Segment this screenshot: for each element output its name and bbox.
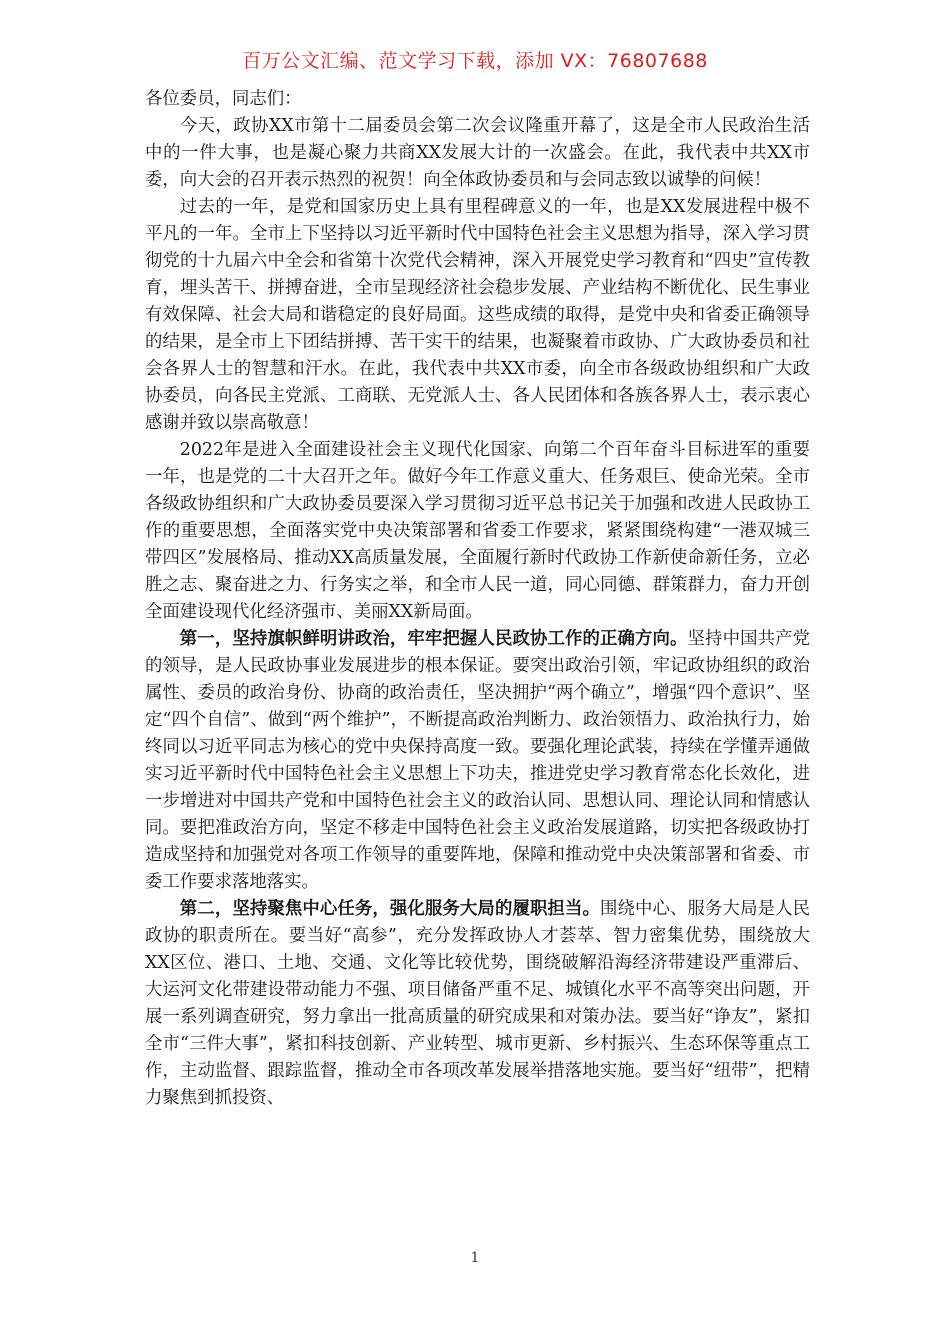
paragraph-review	[145, 194, 810, 437]
paragraph-2022	[145, 437, 810, 626]
salutation: 各位委员，同志们：	[145, 89, 302, 109]
paragraph-second	[145, 896, 810, 1112]
paragraph-text: 过去的一年，是党和国家历史上具有里程碑意义的一年，也是XX发展进程中极不平凡的一年。全市上下坚持以习近平新时代中国特色社会主义思想为指导，深入学习贯彻党的十九届六中全会和省第十次党代会精神，深入开展党史学习教育和“四史”宣传教育，埋头苦干、拼搏奋进，全市呈现经济社会稳步发展、产业结构不断优化、民生事业有效保障、社会大局和谐稳定的良好局面。这些成绩的取得，是党中央和省委正确领导的结果，是全市上下团结拼搏、苦干实干的结果，也凝聚着市政协、广大政协委员和社会各界人士的智慧和汗水。在此，我代表中共XX市委，向全市各级政协组织和广大政协委员，向各民主党派、工商联、无党派人士、各人民团体和各族各界人士，表示衷心感谢并致以崇高敬意！	[145, 197, 810, 433]
paragraph-lead: 第二，坚持聚焦中心任务，强化服务大局的履职担当。	[179, 899, 600, 919]
document-body	[145, 86, 810, 1112]
paragraph-first	[145, 626, 810, 896]
paragraph-text: 围绕中心、服务大局是人民政协的职责所在。要当好“高参”，充分发挥政协人才荟萃、智力密集优势，围绕放大XX区位、港口、土地、交通、文化等比较优势，围绕破解沿海经济带建设严重滞后、大运河文化带建设带动能力不强、项目储备严重不足、城镇化水平不高等突出问题，开展一系列调查研究，努力拿出一批高质量的研究成果和对策办法。要当好“诤友”，紧扣全市“三件大事”，紧扣科技创新、产业转型、城市更新、乡村振兴、生态环保等重点工作，主动监督、跟踪监督，推动全市各项改革发展举措落地实施。要当好“纽带”，把精力聚焦到抓投资、	[145, 899, 810, 1108]
paragraph-opening	[145, 113, 810, 194]
page-number: 1	[470, 1250, 480, 1266]
paragraph-lead: 第一，坚持旗帜鲜明讲政治，牢牢把握人民政协工作的正确方向。	[179, 629, 688, 649]
watermark-banner: 百万公文汇编、范文学习下载，添加 VX：76807688	[242, 50, 708, 72]
paragraph-text: 坚持中国共产党的领导，是人民政协事业发展进步的根本保证。要突出政治引领，牢记政协组织的政治属性、委员的政治身份、协商的政治责任，坚决拥护“两个确立”，增强“四个意识”、坚定“四个自信”、做到“两个维护”，不断提高政治判断力、政治领悟力、政治执行力，始终同以习近平同志为核心的党中央保持高度一致。要强化理论武装，持续在学懂弄通做实习近平新时代中国特色社会主义思想上下功夫，推进党史学习教育常态化长效化，进一步增进对中国共产党和中国特色社会主义的政治认同、思想认同、理论认同和情感认同。要把准政治方向，坚定不移走中国特色社会主义政治发展道路，切实把各级政协打造成坚持和加强党对各项工作领导的重要阵地，保障和推动党中央决策部署和省委、市委工作要求落地落实。	[145, 629, 810, 892]
paragraph-text: 今天，政协XX市第十二届委员会第二次会议隆重开幕了，这是全市人民政治生活中的一件大事，也是凝心聚力共商XX发展大计的一次盛会。在此，我代表中共XX市委，向大会的召开表示热烈的祝贺！向全体政协委员和与会同志致以诚挚的问候！	[145, 116, 810, 190]
paragraph-text: 2022年是进入全面建设社会主义现代化国家、向第二个百年奋斗目标进军的重要一年，也是党的二十大召开之年。做好今年工作意义重大、任务艰巨、使命光荣。全市各级政协组织和广大政协委员要深入学习贯彻习近平总书记关于加强和改进人民政协工作的重要思想，全面落实党中央决策部署和省委工作要求，紧紧围绕构建“一港双城三带四区”发展格局、推动XX高质量发展，全面履行新时代政协工作新使命新任务，立必胜之志、聚奋进之力、行务实之举，和全市人民一道，同心同德、群策群力，奋力开创全面建设现代化经济强市、美丽XX新局面。	[145, 440, 810, 622]
